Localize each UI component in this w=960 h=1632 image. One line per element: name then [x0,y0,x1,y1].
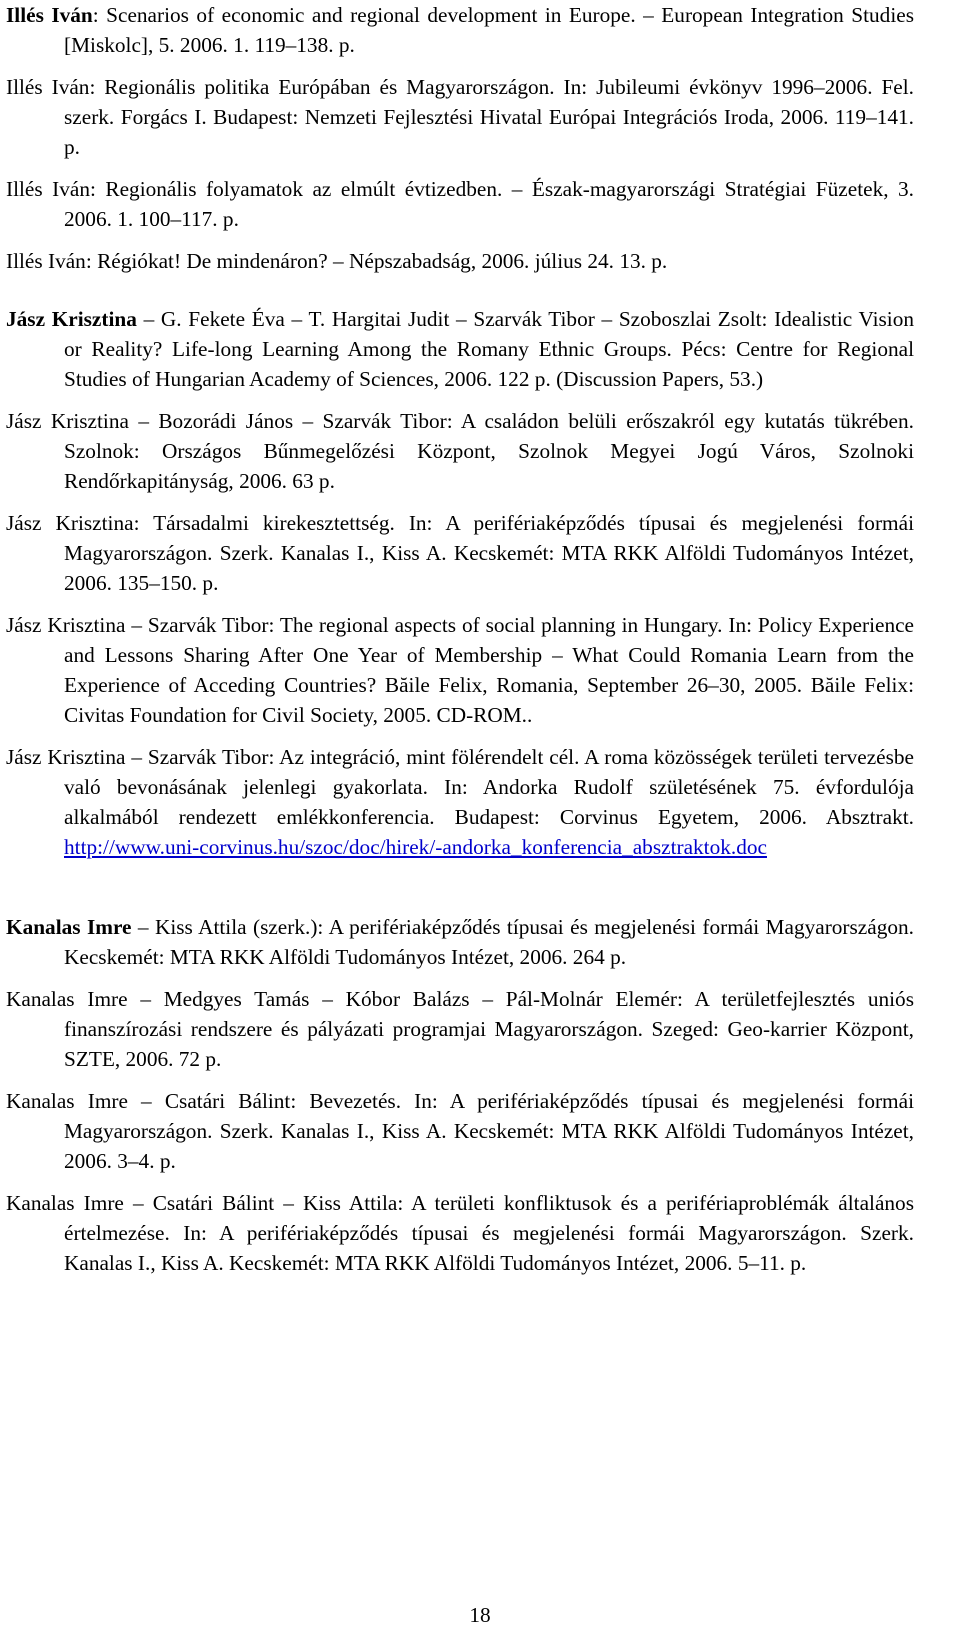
entry-text: – G. Fekete Éva – T. Hargitai Judit – Szarvák Tibor – Szoboszlai Zsolt: Idealistic Vision or Reality? Life-long Learning Among the Romany Ethnic Groups. Pécs: Centre for Regional Studies of Hungarian Academy of Sciences, 2006. 122 p. (Discussion Papers, 53.) [64,307,915,391]
bibliography-page [6,0,914,1290]
bib-entry [6,1188,914,1278]
entry-text: Jász Krisztina – Szarvák Tibor: Az integráció, mint fölérendelt cél. A roma közösségek területi tervezésbe való bevonásának jelenlegi gyakorlata. In: Andorka Rudolf születésének 75. évfordulója alkalmából rendezett emlékkonferencia. Budapest: Corvinus Egyetem, 2006. Absztrakt. [6,745,914,829]
page-number: 18 [469,1603,491,1627]
bib-entry [6,984,914,1074]
entry-text: Jász Krisztina – Bozorádi János – Szarvák Tibor: A családon belüli erőszakról egy kutatás tükrében. Szolnok: Országos Bűnmegelőzési Központ, Szolnok Megyei Jogú Város, Szolnoki Rendőrkapitányság, 2006. 63 p. [6,409,914,493]
entry-text: Illés Iván: Regionális politika Európában és Magyarországon. In: Jubileumi évkönyv 1996–2006. Fel. szerk. Forgács I. Budapest: Nemzeti Fejlesztési Hivatal Európai Integrációs Iroda, 2006. 119–141. p. [6,75,914,159]
entry-text: Illés Iván: Regionális folyamatok az elmúlt évtizedben. – Észak-magyarországi Stratégiai Füzetek, 3. 2006. 1. 100–117. p. [6,177,914,231]
author-lead: Jász Krisztina [6,307,137,331]
entry-text: Illés Iván: Régiókat! De mindenáron? – Népszabadság, 2006. július 24. 13. p. [6,249,668,273]
bib-entry [6,406,914,496]
entry-text: Kanalas Imre – Csatári Bálint – Kiss Attila: A területi konfliktusok és a perifériaproblémák általános értelmezése. In: A perifériaképződés típusai és megjelenési formái Magyarországon. Szerk. Kanalas I., Kiss A. Kecskemét: MTA RKK Alföldi Tudományos Intézet, 2006. 5–11. p. [6,1191,914,1275]
entry-text: – Kiss Attila (szerk.): A perifériaképződés típusai és megjelenési formái Magyarországon. Kecskemét: MTA RKK Alföldi Tudományos Intézet, 2006. 264 p. [64,915,914,969]
bib-entry [6,742,914,862]
bib-entry [6,508,914,598]
bib-entry [6,1086,914,1176]
bib-entry [6,0,914,60]
bib-entry [6,304,914,394]
entry-text: Kanalas Imre – Medgyes Tamás – Kóbor Balázs – Pál-Molnár Elemér: A területfejlesztés uniós finanszírozási rendszere és pályázati programjai Magyarországon. Szeged: Geo-karrier Központ, SZTE, 2006. 72 p. [6,987,914,1071]
section-spacer [6,874,914,912]
entry-text: : Scenarios of economic and regional development in Europe. – European Integration Studies [Miskolc], 5. 2006. 1. 119–138. p. [64,3,914,57]
author-lead: Illés Iván [6,3,93,27]
bib-entry [6,610,914,730]
bib-entry [6,174,914,234]
bib-entry [6,912,914,972]
entry-text: Kanalas Imre – Csatári Bálint: Bevezetés. In: A perifériaképződés típusai és megjelenési formái Magyarországon. Szerk. Kanalas I., Kiss A. Kecskemét: MTA RKK Alföldi Tudományos Intézet, 2006. 3–4. p. [6,1089,914,1173]
section-spacer [6,288,914,304]
bib-entry [6,246,914,276]
entry-text: Jász Krisztina: Társadalmi kirekesztettség. In: A perifériaképződés típusai és megjelenési formái Magyarországon. Szerk. Kanalas I., Kiss A. Kecskemét: MTA RKK Alföldi Tudományos Intézet, 2006. 135–150. p. [6,511,914,595]
author-lead: Kanalas Imre [6,915,132,939]
abstract-link[interactable]: http://www.uni-corvinus.hu/szoc/doc/hirek/-andorka_konferencia_absztraktok.doc [64,835,767,859]
bib-entry [6,72,914,162]
entry-text: Jász Krisztina – Szarvák Tibor: The regional aspects of social planning in Hungary. In: Policy Experience and Lessons Sharing After One Year of Membership – What Could Romania Learn from the Experience of Acceding Countries? Băile Felix, Romania, September 26–30, 2005. Băile Felix: Civitas Foundation for Civil Society, 2005. CD-ROM.. [6,613,914,727]
